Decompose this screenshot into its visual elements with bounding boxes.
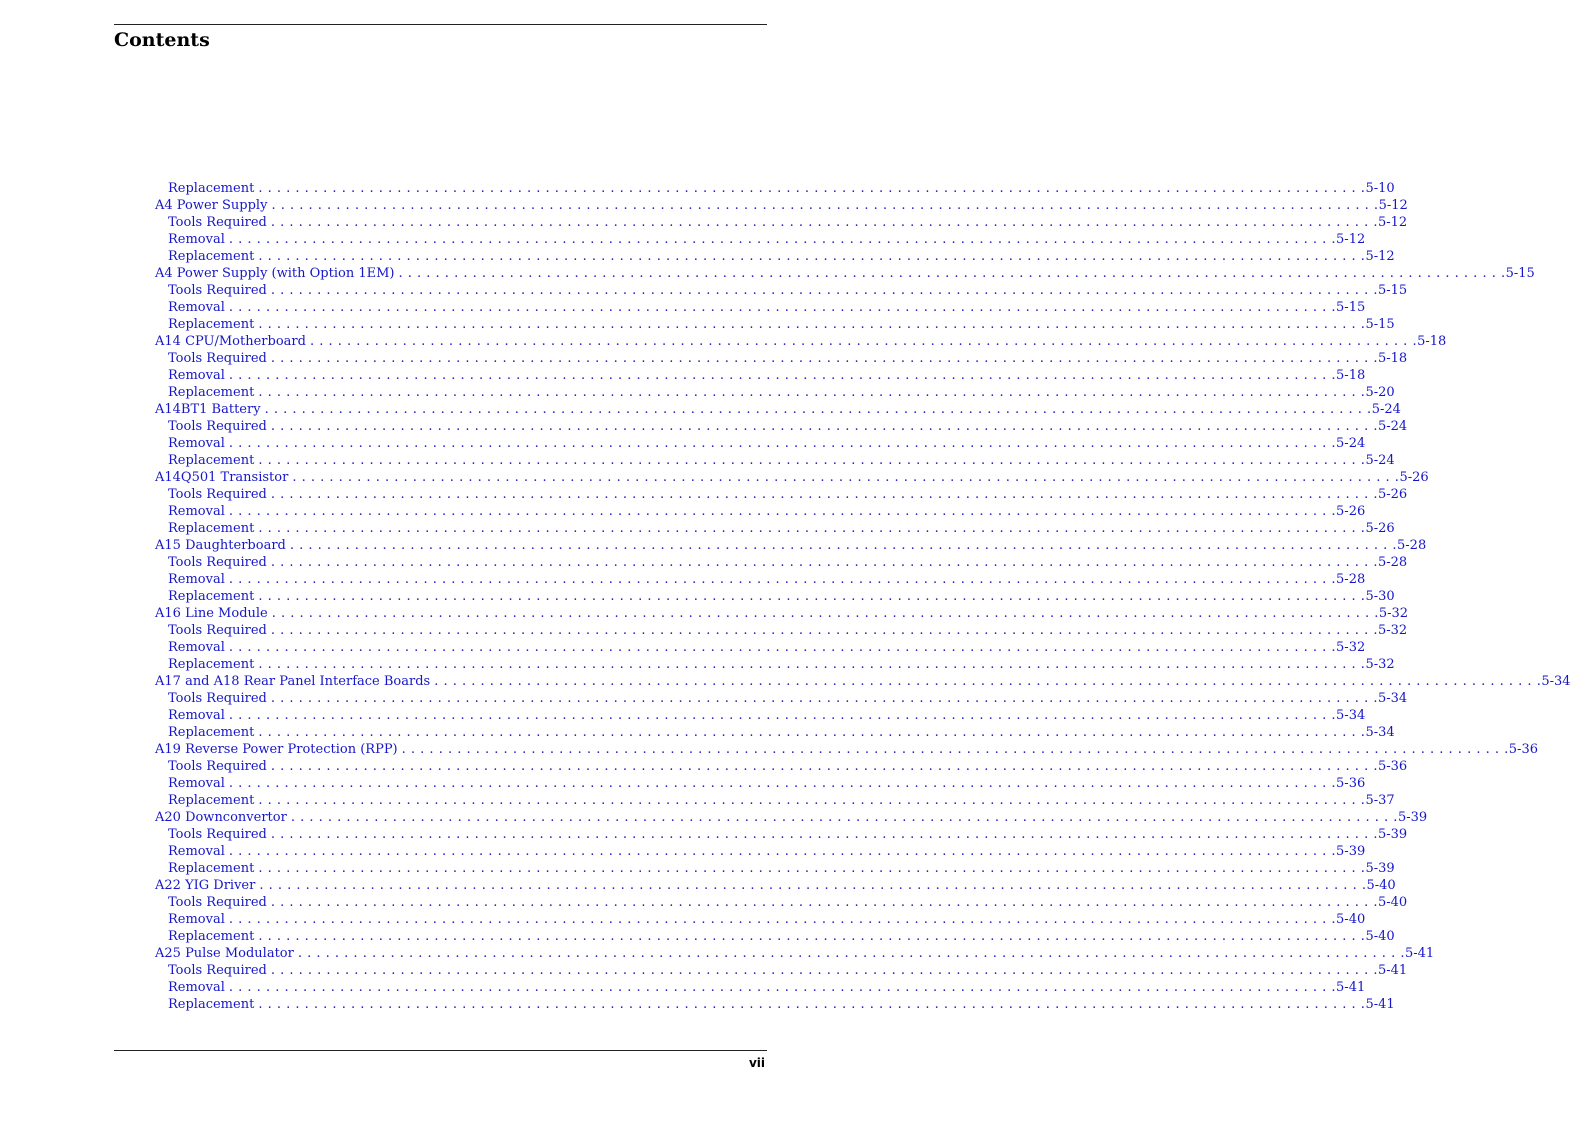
- toc-subsection-link[interactable]: [168, 555, 1408, 572]
- toc-entry-label: A20 Downconvertor: [155, 810, 287, 825]
- toc-entry-label: Removal: [168, 368, 225, 383]
- toc-subsection-link[interactable]: [168, 249, 1395, 266]
- toc-leader-dots: . . . . . . . . . . . . . . . . . . . . . . . . . . . . . . . . . . . . . . . . . . . . . . . . . . . . . . . . . . . . . . . . . . . . . . . . . . . . . . . . . . . . . . . . . . . . . . . . . . . . . . . . . . . . . . . . . . . . . . . .: [228, 300, 1337, 315]
- toc-entry-page: 5-15: [1377, 283, 1408, 298]
- toc-subsection-link[interactable]: [168, 368, 1366, 385]
- toc-leader-dots: . . . . . . . . . . . . . . . . . . . . . . . . . . . . . . . . . . . . . . . . . . . . . . . . . . . . . . . . . . . . . . . . . . . . . . . . . . . . . . . . . . . . . . . . . . . . . . . . . . . . . . . . . . . . . . . . . . . . . . . .: [228, 368, 1337, 383]
- toc-entry-page: 5-40: [1366, 878, 1396, 893]
- toc-entry-page: 5-40: [1377, 895, 1408, 910]
- toc-entry-page: 5-28: [1377, 555, 1408, 570]
- toc-entry-page: 5-40: [1336, 912, 1366, 927]
- toc-entry-label: A22 YIG Driver: [155, 878, 256, 893]
- toc-entry-label: A25 Pulse Modulator: [155, 946, 294, 961]
- toc-leader-dots: . . . . . . . . . . . . . . . . . . . . . . . . . . . . . . . . . . . . . . . . . . . . . . . . . . . . . . . . . . . . . . . . . . . . . . . . . . . . . . . . . . . . . . . . . . . . . . . . . . . . . . . . . . . . . . . . . . . . . . . .: [270, 623, 1378, 638]
- toc-entry-label: Tools Required: [168, 487, 267, 502]
- toc-leader-dots: . . . . . . . . . . . . . . . . . . . . . . . . . . . . . . . . . . . . . . . . . . . . . . . . . . . . . . . . . . . . . . . . . . . . . . . . . . . . . . . . . . . . . . . . . . . . . . . . . . . . . . . . . . . . . . . . . . . . . . . .: [228, 844, 1337, 859]
- toc-subsection-link[interactable]: [168, 640, 1366, 657]
- toc-subsection-link[interactable]: [168, 436, 1366, 453]
- toc-subsection-link[interactable]: [168, 793, 1395, 810]
- toc-section-link[interactable]: [155, 674, 1571, 691]
- toc-subsection-link[interactable]: [168, 521, 1395, 538]
- toc-entry-page: 5-26: [1365, 521, 1395, 536]
- toc-section-link[interactable]: [155, 878, 1396, 895]
- toc-entry-label: A16 Line Module: [155, 606, 268, 621]
- toc-entry-page: 5-20: [1365, 385, 1395, 400]
- toc-leader-dots: . . . . . . . . . . . . . . . . . . . . . . . . . . . . . . . . . . . . . . . . . . . . . . . . . . . . . . . . . . . . . . . . . . . . . . . . . . . . . . . . . . . . . . . . . . . . . . . . . . . . . . . . . . . . . . . . . . . . . . . .: [258, 793, 1366, 808]
- toc-subsection-link[interactable]: [168, 589, 1395, 606]
- toc-section-link[interactable]: [155, 810, 1428, 827]
- page-title: Contents: [114, 29, 210, 51]
- toc-leader-dots: . . . . . . . . . . . . . . . . . . . . . . . . . . . . . . . . . . . . . . . . . . . . . . . . . . . . . . . . . . . . . . . . . . . . . . . . . . . . . . . . . . . . . . . . . . . . . . . . . . . . . . . . . . . . . . . . . . . . . . . .: [270, 691, 1378, 706]
- toc-entry-label: Replacement: [168, 793, 255, 808]
- toc-leader-dots: . . . . . . . . . . . . . . . . . . . . . . . . . . . . . . . . . . . . . . . . . . . . . . . . . . . . . . . . . . . . . . . . . . . . . . . . . . . . . . . . . . . . . . . . . . . . . . . . . . . . . . . . . . . . . . . . . . . . . . . .: [228, 912, 1337, 927]
- toc-entry-label: Removal: [168, 844, 225, 859]
- toc-leader-dots: . . . . . . . . . . . . . . . . . . . . . . . . . . . . . . . . . . . . . . . . . . . . . . . . . . . . . . . . . . . . . . . . . . . . . . . . . . . . . . . . . . . . . . . . . . . . . . . . . . . . . . . . . . . . . . . . . . . . . . . .: [270, 351, 1378, 366]
- toc-entry-page: 5-41: [1365, 997, 1395, 1012]
- toc-entry-page: 5-36: [1336, 776, 1366, 791]
- toc-leader-dots: . . . . . . . . . . . . . . . . . . . . . . . . . . . . . . . . . . . . . . . . . . . . . . . . . . . . . . . . . . . . . . . . . . . . . . . . . . . . . . . . . . . . . . . . . . . . . . . . . . . . . . . . . . . . . . . . . . . . . . . .: [398, 266, 1506, 281]
- toc-leader-dots: . . . . . . . . . . . . . . . . . . . . . . . . . . . . . . . . . . . . . . . . . . . . . . . . . . . . . . . . . . . . . . . . . . . . . . . . . . . . . . . . . . . . . . . . . . . . . . . . . . . . . . . . . . . . . . . . . . . . . . . .: [259, 878, 1367, 893]
- toc-leader-dots: . . . . . . . . . . . . . . . . . . . . . . . . . . . . . . . . . . . . . . . . . . . . . . . . . . . . . . . . . . . . . . . . . . . . . . . . . . . . . . . . . . . . . . . . . . . . . . . . . . . . . . . . . . . . . . . . . . . . . . . .: [258, 317, 1366, 332]
- toc-leader-dots: . . . . . . . . . . . . . . . . . . . . . . . . . . . . . . . . . . . . . . . . . . . . . . . . . . . . . . . . . . . . . . . . . . . . . . . . . . . . . . . . . . . . . . . . . . . . . . . . . . . . . . . . . . . . . . . . . . . . . . . .: [228, 436, 1337, 451]
- toc-entry-label: Removal: [168, 436, 225, 451]
- toc-leader-dots: . . . . . . . . . . . . . . . . . . . . . . . . . . . . . . . . . . . . . . . . . . . . . . . . . . . . . . . . . . . . . . . . . . . . . . . . . . . . . . . . . . . . . . . . . . . . . . . . . . . . . . . . . . . . . . . . . . . . . . . .: [228, 980, 1337, 995]
- toc-leader-dots: . . . . . . . . . . . . . . . . . . . . . . . . . . . . . . . . . . . . . . . . . . . . . . . . . . . . . . . . . . . . . . . . . . . . . . . . . . . . . . . . . . . . . . . . . . . . . . . . . . . . . . . . . . . . . . . . . . . . . . . .: [228, 572, 1337, 587]
- toc-subsection-link[interactable]: [168, 300, 1366, 317]
- toc-entry-page: 5-34: [1365, 725, 1395, 740]
- toc-entry-page: 5-10: [1365, 181, 1395, 196]
- toc-entry-page: 5-34: [1377, 691, 1408, 706]
- toc-entry-page: 5-34: [1336, 708, 1366, 723]
- toc-entry-page: 5-24: [1371, 402, 1401, 417]
- toc-subsection-link[interactable]: [168, 963, 1408, 980]
- toc-entry-label: A4 Power Supply (with Option 1EM): [155, 266, 395, 281]
- toc-entry-page: 5-18: [1377, 351, 1408, 366]
- toc-entry-page: 5-24: [1365, 453, 1395, 468]
- toc-entry-label: Replacement: [168, 453, 255, 468]
- toc-leader-dots: . . . . . . . . . . . . . . . . . . . . . . . . . . . . . . . . . . . . . . . . . . . . . . . . . . . . . . . . . . . . . . . . . . . . . . . . . . . . . . . . . . . . . . . . . . . . . . . . . . . . . . . . . . . . . . . . . . . . . . . .: [270, 215, 1378, 230]
- toc-entry-page: 5-39: [1336, 844, 1366, 859]
- toc-entry-page: 5-39: [1397, 810, 1428, 825]
- toc-entry-page: 5-41: [1404, 946, 1435, 961]
- toc-entry-label: A17 and A18 Rear Panel Interface Boards: [155, 674, 431, 689]
- toc-entry-page: 5-12: [1365, 249, 1395, 264]
- toc-entry-page: 5-12: [1378, 198, 1408, 213]
- toc-leader-dots: . . . . . . . . . . . . . . . . . . . . . . . . . . . . . . . . . . . . . . . . . . . . . . . . . . . . . . . . . . . . . . . . . . . . . . . . . . . . . . . . . . . . . . . . . . . . . . . . . . . . . . . . . . . . . . . . . . . . . . . .: [228, 232, 1337, 247]
- toc-subsection-link[interactable]: [168, 725, 1395, 742]
- toc-entry-page: 5-18: [1336, 368, 1366, 383]
- toc-entry-page: 5-39: [1365, 861, 1395, 876]
- toc-entry-page: 5-32: [1377, 623, 1408, 638]
- toc-subsection-link[interactable]: [168, 929, 1395, 946]
- toc-entry-label: Removal: [168, 572, 225, 587]
- toc-subsection-link[interactable]: [168, 691, 1408, 708]
- toc-leader-dots: . . . . . . . . . . . . . . . . . . . . . . . . . . . . . . . . . . . . . . . . . . . . . . . . . . . . . . . . . . . . . . . . . . . . . . . . . . . . . . . . . . . . . . . . . . . . . . . . . . . . . . . . . . . . . . . . . . . . . . . .: [258, 861, 1366, 876]
- toc-entry-label: Replacement: [168, 181, 255, 196]
- toc-leader-dots: . . . . . . . . . . . . . . . . . . . . . . . . . . . . . . . . . . . . . . . . . . . . . . . . . . . . . . . . . . . . . . . . . . . . . . . . . . . . . . . . . . . . . . . . . . . . . . . . . . . . . . . . . . . . . . . . . . . . . . . .: [258, 385, 1366, 400]
- toc-section-link[interactable]: [155, 946, 1435, 963]
- toc-entry-page: 5-28: [1336, 572, 1366, 587]
- toc-subsection-link[interactable]: [168, 827, 1408, 844]
- toc-subsection-link[interactable]: [168, 708, 1366, 725]
- toc-entry-label: A19 Reverse Power Protection (RPP): [155, 742, 398, 757]
- footer-rule: [114, 1050, 767, 1051]
- toc-leader-dots: . . . . . . . . . . . . . . . . . . . . . . . . . . . . . . . . . . . . . . . . . . . . . . . . . . . . . . . . . . . . . . . . . . . . . . . . . . . . . . . . . . . . . . . . . . . . . . . . . . . . . . . . . . . . . . . . . . . . . . . .: [258, 725, 1366, 740]
- toc-subsection-link[interactable]: [168, 980, 1366, 997]
- toc-entry-page: 5-37: [1365, 793, 1395, 808]
- toc-leader-dots: . . . . . . . . . . . . . . . . . . . . . . . . . . . . . . . . . . . . . . . . . . . . . . . . . . . . . . . . . . . . . . . . . . . . . . . . . . . . . . . . . . . . . . . . . . . . . . . . . . . . . . . . . . . . . . . . . . . . . . . .: [258, 521, 1366, 536]
- toc-entry-page: 5-24: [1336, 436, 1366, 451]
- toc-entry-label: Tools Required: [168, 895, 267, 910]
- toc-entry-page: 5-34: [1541, 674, 1571, 689]
- toc-subsection-link[interactable]: [168, 453, 1395, 470]
- header-rule: [114, 24, 767, 25]
- toc-entry-label: Replacement: [168, 997, 255, 1012]
- toc-subsection-link[interactable]: [168, 623, 1408, 640]
- toc-subsection-link[interactable]: [168, 232, 1366, 249]
- toc-entry-label: Replacement: [168, 589, 255, 604]
- toc-entry-page: 5-36: [1508, 742, 1538, 757]
- toc-subsection-link[interactable]: [168, 997, 1395, 1014]
- toc-leader-dots: . . . . . . . . . . . . . . . . . . . . . . . . . . . . . . . . . . . . . . . . . . . . . . . . . . . . . . . . . . . . . . . . . . . . . . . . . . . . . . . . . . . . . . . . . . . . . . . . . . . . . . . . . . . . . . . . . . . . . . . .: [270, 419, 1378, 434]
- toc-leader-dots: . . . . . . . . . . . . . . . . . . . . . . . . . . . . . . . . . . . . . . . . . . . . . . . . . . . . . . . . . . . . . . . . . . . . . . . . . . . . . . . . . . . . . . . . . . . . . . . . . . . . . . . . . . . . . . . . . . . . . . . .: [258, 453, 1366, 468]
- toc-entry-label: Tools Required: [168, 691, 267, 706]
- toc-section-link[interactable]: [155, 198, 1408, 215]
- toc-section-link[interactable]: [155, 742, 1538, 759]
- toc-leader-dots: . . . . . . . . . . . . . . . . . . . . . . . . . . . . . . . . . . . . . . . . . . . . . . . . . . . . . . . . . . . . . . . . . . . . . . . . . . . . . . . . . . . . . . . . . . . . . . . . . . . . . . . . . . . . . . . . . . . . . . . .: [270, 759, 1378, 774]
- toc-subsection-link[interactable]: [168, 181, 1395, 198]
- toc-entry-page: 5-30: [1365, 589, 1395, 604]
- toc-leader-dots: . . . . . . . . . . . . . . . . . . . . . . . . . . . . . . . . . . . . . . . . . . . . . . . . . . . . . . . . . . . . . . . . . . . . . . . . . . . . . . . . . . . . . . . . . . . . . . . . . . . . . . . . . . . . . . . . . . . . . . . .: [258, 657, 1366, 672]
- toc-entry-label: Tools Required: [168, 215, 267, 230]
- toc-leader-dots: . . . . . . . . . . . . . . . . . . . . . . . . . . . . . . . . . . . . . . . . . . . . . . . . . . . . . . . . . . . . . . . . . . . . . . . . . . . . . . . . . . . . . . . . . . . . . . . . . . . . . . . . . . . . . . . . . . . . . . . .: [289, 538, 1398, 553]
- toc-leader-dots: . . . . . . . . . . . . . . . . . . . . . . . . . . . . . . . . . . . . . . . . . . . . . . . . . . . . . . . . . . . . . . . . . . . . . . . . . . . . . . . . . . . . . . . . . . . . . . . . . . . . . . . . . . . . . . . . . . . . . . . .: [401, 742, 1509, 757]
- toc-entry-label: A15 Daughterboard: [155, 538, 286, 553]
- toc-entry-page: 5-12: [1377, 215, 1408, 230]
- toc-leader-dots: . . . . . . . . . . . . . . . . . . . . . . . . . . . . . . . . . . . . . . . . . . . . . . . . . . . . . . . . . . . . . . . . . . . . . . . . . . . . . . . . . . . . . . . . . . . . . . . . . . . . . . . . . . . . . . . . . . . . . . . .: [270, 555, 1378, 570]
- toc-leader-dots: . . . . . . . . . . . . . . . . . . . . . . . . . . . . . . . . . . . . . . . . . . . . . . . . . . . . . . . . . . . . . . . . . . . . . . . . . . . . . . . . . . . . . . . . . . . . . . . . . . . . . . . . . . . . . . . . . . . . . . . .: [228, 504, 1337, 519]
- toc-entry-label: Removal: [168, 776, 225, 791]
- toc-entry-page: 5-15: [1365, 317, 1395, 332]
- toc-entry-page: 5-41: [1377, 963, 1408, 978]
- toc-leader-dots: . . . . . . . . . . . . . . . . . . . . . . . . . . . . . . . . . . . . . . . . . . . . . . . . . . . . . . . . . . . . . . . . . . . . . . . . . . . . . . . . . . . . . . . . . . . . . . . . . . . . . . . . . . . . . . . . . . . . . . . .: [270, 487, 1378, 502]
- toc-leader-dots: . . . . . . . . . . . . . . . . . . . . . . . . . . . . . . . . . . . . . . . . . . . . . . . . . . . . . . . . . . . . . . . . . . . . . . . . . . . . . . . . . . . . . . . . . . . . . . . . . . . . . . . . . . . . . . . . . . . . . . . .: [228, 640, 1337, 655]
- toc-leader-dots: . . . . . . . . . . . . . . . . . . . . . . . . . . . . . . . . . . . . . . . . . . . . . . . . . . . . . . . . . . . . . . . . . . . . . . . . . . . . . . . . . . . . . . . . . . . . . . . . . . . . . . . . . . . . . . . . . . . . . . . .: [270, 895, 1378, 910]
- toc-leader-dots: . . . . . . . . . . . . . . . . . . . . . . . . . . . . . . . . . . . . . . . . . . . . . . . . . . . . . . . . . . . . . . . . . . . . . . . . . . . . . . . . . . . . . . . . . . . . . . . . . . . . . . . . . . . . . . . . . . . . . . . .: [309, 334, 1418, 349]
- toc-entry-label: Removal: [168, 640, 225, 655]
- toc-entry-label: Tools Required: [168, 827, 267, 842]
- toc-section-link[interactable]: [155, 334, 1447, 351]
- toc-entry-label: A14BT1 Battery: [155, 402, 261, 417]
- toc-section-link[interactable]: [155, 402, 1401, 419]
- toc-entry-label: A4 Power Supply: [155, 198, 268, 213]
- toc-subsection-link[interactable]: [168, 385, 1395, 402]
- toc-entry-page: 5-36: [1377, 759, 1408, 774]
- toc-subsection-link[interactable]: [168, 844, 1366, 861]
- toc-subsection-link[interactable]: [168, 351, 1408, 368]
- toc-entry-label: Replacement: [168, 249, 255, 264]
- toc-leader-dots: . . . . . . . . . . . . . . . . . . . . . . . . . . . . . . . . . . . . . . . . . . . . . . . . . . . . . . . . . . . . . . . . . . . . . . . . . . . . . . . . . . . . . . . . . . . . . . . . . . . . . . . . . . . . . . . . . . . . . . . .: [258, 181, 1366, 196]
- toc-subsection-link[interactable]: [168, 504, 1366, 521]
- toc-entry-page: 5-24: [1377, 419, 1408, 434]
- toc-entry-page: 5-39: [1377, 827, 1408, 842]
- toc-entry-label: Tools Required: [168, 963, 267, 978]
- toc-leader-dots: . . . . . . . . . . . . . . . . . . . . . . . . . . . . . . . . . . . . . . . . . . . . . . . . . . . . . . . . . . . . . . . . . . . . . . . . . . . . . . . . . . . . . . . . . . . . . . . . . . . . . . . . . . . . . . . . . . . . . . . .: [258, 929, 1366, 944]
- toc-entry-page: 5-26: [1399, 470, 1429, 485]
- toc-leader-dots: . . . . . . . . . . . . . . . . . . . . . . . . . . . . . . . . . . . . . . . . . . . . . . . . . . . . . . . . . . . . . . . . . . . . . . . . . . . . . . . . . . . . . . . . . . . . . . . . . . . . . . . . . . . . . . . . . . . . . . . .: [270, 283, 1378, 298]
- toc-subsection-link[interactable]: [168, 776, 1366, 793]
- toc-section-link[interactable]: [155, 470, 1429, 487]
- toc-entry-label: Replacement: [168, 521, 255, 536]
- toc-entry-label: Tools Required: [168, 283, 267, 298]
- toc-section-link[interactable]: [155, 606, 1409, 623]
- toc-entry-label: Removal: [168, 708, 225, 723]
- toc-entry-label: Tools Required: [168, 623, 267, 638]
- toc-subsection-link[interactable]: [168, 317, 1395, 334]
- toc-entry-label: Tools Required: [168, 555, 267, 570]
- toc-entry-page: 5-15: [1336, 300, 1366, 315]
- toc-section-link[interactable]: [155, 266, 1535, 283]
- toc-entry-label: Replacement: [168, 929, 255, 944]
- toc-entry-page: 5-32: [1378, 606, 1409, 621]
- toc-entry-page: 5-28: [1397, 538, 1427, 553]
- toc-subsection-link[interactable]: [168, 759, 1408, 776]
- toc-entry-label: Tools Required: [168, 759, 267, 774]
- toc-subsection-link[interactable]: [168, 487, 1408, 504]
- toc-entry-label: Replacement: [168, 317, 255, 332]
- toc-subsection-link[interactable]: [168, 572, 1366, 589]
- toc-entry-page: 5-41: [1336, 980, 1366, 995]
- toc-leader-dots: . . . . . . . . . . . . . . . . . . . . . . . . . . . . . . . . . . . . . . . . . . . . . . . . . . . . . . . . . . . . . . . . . . . . . . . . . . . . . . . . . . . . . . . . . . . . . . . . . . . . . . . . . . . . . . . . . . . . . . . .: [292, 470, 1400, 485]
- toc-entry-label: Replacement: [168, 725, 255, 740]
- toc-subsection-link[interactable]: [168, 895, 1408, 912]
- toc-leader-dots: . . . . . . . . . . . . . . . . . . . . . . . . . . . . . . . . . . . . . . . . . . . . . . . . . . . . . . . . . . . . . . . . . . . . . . . . . . . . . . . . . . . . . . . . . . . . . . . . . . . . . . . . . . . . . . . . . . . . . . . .: [271, 198, 1379, 213]
- toc-entry-label: Replacement: [168, 385, 255, 400]
- toc-entry-page: 5-15: [1505, 266, 1535, 281]
- toc-leader-dots: . . . . . . . . . . . . . . . . . . . . . . . . . . . . . . . . . . . . . . . . . . . . . . . . . . . . . . . . . . . . . . . . . . . . . . . . . . . . . . . . . . . . . . . . . . . . . . . . . . . . . . . . . . . . . . . . . . . . . . . .: [228, 708, 1337, 723]
- toc-leader-dots: . . . . . . . . . . . . . . . . . . . . . . . . . . . . . . . . . . . . . . . . . . . . . . . . . . . . . . . . . . . . . . . . . . . . . . . . . . . . . . . . . . . . . . . . . . . . . . . . . . . . . . . . . . . . . . . . . . . . . . . .: [258, 589, 1366, 604]
- page-number: vii: [748, 1056, 765, 1070]
- toc-entry-label: Removal: [168, 912, 225, 927]
- toc-leader-dots: . . . . . . . . . . . . . . . . . . . . . . . . . . . . . . . . . . . . . . . . . . . . . . . . . . . . . . . . . . . . . . . . . . . . . . . . . . . . . . . . . . . . . . . . . . . . . . . . . . . . . . . . . . . . . . . . . . . . . . . .: [258, 249, 1366, 264]
- toc-entry-page: 5-32: [1365, 657, 1395, 672]
- toc-subsection-link[interactable]: [168, 419, 1408, 436]
- toc-entry-page: 5-26: [1377, 487, 1408, 502]
- toc-leader-dots: . . . . . . . . . . . . . . . . . . . . . . . . . . . . . . . . . . . . . . . . . . . . . . . . . . . . . . . . . . . . . . . . . . . . . . . . . . . . . . . . . . . . . . . . . . . . . . . . . . . . . . . . . . . . . . . . . . . . . . . .: [264, 402, 1372, 417]
- toc-subsection-link[interactable]: [168, 283, 1408, 300]
- toc-entry-page: 5-18: [1417, 334, 1447, 349]
- toc-leader-dots: . . . . . . . . . . . . . . . . . . . . . . . . . . . . . . . . . . . . . . . . . . . . . . . . . . . . . . . . . . . . . . . . . . . . . . . . . . . . . . . . . . . . . . . . . . . . . . . . . . . . . . . . . . . . . . . . . . . . . . . .: [270, 827, 1378, 842]
- toc-subsection-link[interactable]: [168, 215, 1408, 232]
- toc-entry-label: Removal: [168, 980, 225, 995]
- toc-leader-dots: . . . . . . . . . . . . . . . . . . . . . . . . . . . . . . . . . . . . . . . . . . . . . . . . . . . . . . . . . . . . . . . . . . . . . . . . . . . . . . . . . . . . . . . . . . . . . . . . . . . . . . . . . . . . . . . . . . . . . . . .: [434, 674, 1542, 689]
- toc-entry-label: A14 CPU/Motherboard: [155, 334, 306, 349]
- toc-entry-label: Tools Required: [168, 419, 267, 434]
- toc-entry-label: Replacement: [168, 657, 255, 672]
- toc-leader-dots: . . . . . . . . . . . . . . . . . . . . . . . . . . . . . . . . . . . . . . . . . . . . . . . . . . . . . . . . . . . . . . . . . . . . . . . . . . . . . . . . . . . . . . . . . . . . . . . . . . . . . . . . . . . . . . . . . . . . . . . .: [297, 946, 1405, 961]
- toc-leader-dots: . . . . . . . . . . . . . . . . . . . . . . . . . . . . . . . . . . . . . . . . . . . . . . . . . . . . . . . . . . . . . . . . . . . . . . . . . . . . . . . . . . . . . . . . . . . . . . . . . . . . . . . . . . . . . . . . . . . . . . . .: [271, 606, 1379, 621]
- toc-entry-label: Replacement: [168, 861, 255, 876]
- toc-subsection-link[interactable]: [168, 861, 1395, 878]
- toc-leader-dots: . . . . . . . . . . . . . . . . . . . . . . . . . . . . . . . . . . . . . . . . . . . . . . . . . . . . . . . . . . . . . . . . . . . . . . . . . . . . . . . . . . . . . . . . . . . . . . . . . . . . . . . . . . . . . . . . . . . . . . . .: [258, 997, 1366, 1012]
- toc-entry-label: Removal: [168, 300, 225, 315]
- toc-subsection-link[interactable]: [168, 657, 1395, 674]
- toc-entry-page: 5-40: [1365, 929, 1395, 944]
- toc-leader-dots: . . . . . . . . . . . . . . . . . . . . . . . . . . . . . . . . . . . . . . . . . . . . . . . . . . . . . . . . . . . . . . . . . . . . . . . . . . . . . . . . . . . . . . . . . . . . . . . . . . . . . . . . . . . . . . . . . . . . . . . .: [270, 963, 1378, 978]
- toc-leader-dots: . . . . . . . . . . . . . . . . . . . . . . . . . . . . . . . . . . . . . . . . . . . . . . . . . . . . . . . . . . . . . . . . . . . . . . . . . . . . . . . . . . . . . . . . . . . . . . . . . . . . . . . . . . . . . . . . . . . . . . . .: [228, 776, 1337, 791]
- toc-entry-label: A14Q501 Transistor: [155, 470, 289, 485]
- toc-entry-page: 5-26: [1336, 504, 1366, 519]
- toc-subsection-link[interactable]: [168, 912, 1366, 929]
- toc-entry-page: 5-32: [1336, 640, 1366, 655]
- toc-leader-dots: . . . . . . . . . . . . . . . . . . . . . . . . . . . . . . . . . . . . . . . . . . . . . . . . . . . . . . . . . . . . . . . . . . . . . . . . . . . . . . . . . . . . . . . . . . . . . . . . . . . . . . . . . . . . . . . . . . . . . . . .: [290, 810, 1398, 825]
- toc-entry-label: Removal: [168, 232, 225, 247]
- toc-entry-label: Removal: [168, 504, 225, 519]
- toc-entry-page: 5-12: [1336, 232, 1366, 247]
- toc-section-link[interactable]: [155, 538, 1427, 555]
- toc-entry-label: Tools Required: [168, 351, 267, 366]
